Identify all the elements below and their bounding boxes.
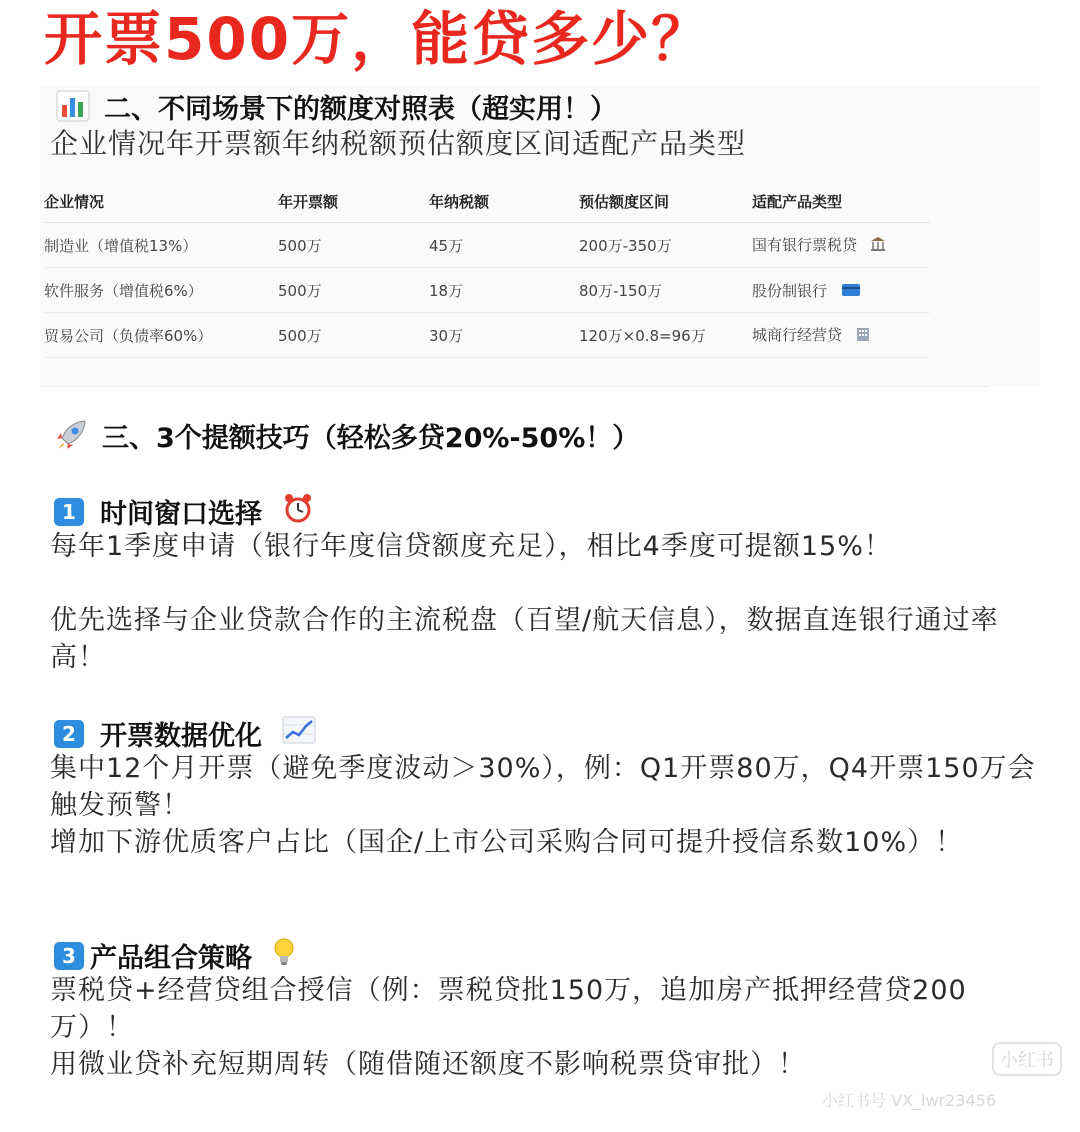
table-cell: 30万 <box>429 313 579 358</box>
table-cell: 80万-150万 <box>579 268 752 313</box>
table-cell: 200万-350万 <box>579 223 752 268</box>
number-badge: 3 <box>54 942 84 970</box>
tip-title-text: 开票数据优化 <box>100 721 262 752</box>
alarm-clock-icon <box>282 493 314 530</box>
table-row <box>44 268 930 313</box>
number-badge: 1 <box>54 498 84 526</box>
tip-1-paragraph-1: 每年1季度申请（银行年度信贷额度充足），相比4季度可提额15%！ <box>50 531 892 562</box>
page-title: 开票500万，能贷多少？ <box>44 5 712 73</box>
table-cell: 500万 <box>278 268 429 313</box>
tip-3-paragraph-2: 用微业贷补充短期周转（随借随还额度不影响税票贷审批）！ <box>50 1049 806 1080</box>
column-header: 年纳税额 <box>429 180 579 223</box>
product-label: 国有银行票税贷 <box>752 236 858 255</box>
table-cell: 制造业（增值税13%） <box>44 223 278 268</box>
table-cell: 贸易公司（负债率60%） <box>44 313 278 358</box>
bank-building-icon <box>870 236 886 256</box>
credit-card-icon <box>842 282 860 300</box>
section2-heading-text: 二、不同场景下的额度对照表（超实用！） <box>104 93 617 125</box>
bar-chart-icon <box>56 89 90 123</box>
tip-2-paragraph-1: 集中12个月开票（避免季度波动＞30%），例：Q1开票80万，Q4开票150万会触发预警！ <box>50 753 1036 821</box>
table-cell: 18万 <box>429 268 579 313</box>
tip-title-text: 产品组合策略 <box>90 943 252 974</box>
column-header: 年开票额 <box>278 180 429 223</box>
column-header: 预估额度区间 <box>579 180 752 223</box>
product-label: 股份制银行 <box>752 281 828 300</box>
watermark-logo: 小红书 <box>992 1042 1062 1076</box>
tip-2-paragraph-2: 增加下游优质客户占比（国企/上市公司采购合同可提升授信系数10%）！ <box>50 827 964 858</box>
tip-3-title <box>54 936 296 975</box>
tip-2-title <box>54 714 316 753</box>
table-cell: 45万 <box>429 223 579 268</box>
rocket-icon <box>54 418 88 452</box>
table-cell <box>752 223 930 268</box>
table-cell: 120万×0.8=96万 <box>579 313 752 358</box>
tip-1-paragraph-2: 优先选择与企业贷款合作的主流税盘（百望/航天信息），数据直连银行通过率高！ <box>50 605 999 673</box>
section3-heading-text: 三、3个提额技巧（轻松多贷20%-50%！） <box>102 422 640 454</box>
tip-3-paragraph-1: 票税贷+经营贷组合授信（例：票税贷批150万，追加房产抵押经营贷200万）！ <box>50 975 967 1043</box>
table-summary-line: 企业情况年开票额年纳税额预估额度区间适配产品类型 <box>50 127 747 160</box>
light-bulb-icon <box>272 937 296 974</box>
chart-increasing-icon <box>282 716 316 751</box>
table-row <box>44 313 930 358</box>
column-header: 企业情况 <box>44 180 278 223</box>
number-badge: 2 <box>54 720 84 748</box>
product-label: 城商行经营贷 <box>752 326 843 345</box>
section3-heading <box>54 414 639 456</box>
tip-1-title <box>54 492 314 531</box>
table-cell <box>752 313 930 358</box>
table-cell: 软件服务（增值税6%） <box>44 268 278 313</box>
table-cell: 500万 <box>278 223 429 268</box>
column-header: 适配产品类型 <box>752 180 930 223</box>
section2-heading <box>56 86 617 126</box>
office-building-icon <box>855 326 871 346</box>
table-header-row <box>44 180 930 223</box>
quota-comparison-table <box>44 180 930 358</box>
tip-title-text: 时间窗口选择 <box>100 499 262 530</box>
table-row <box>44 223 930 268</box>
table-cell <box>752 268 930 313</box>
table-cell: 500万 <box>278 313 429 358</box>
section-divider <box>40 386 990 387</box>
watermark-id: 小红书号 VX_lwr23456 <box>822 1091 997 1110</box>
